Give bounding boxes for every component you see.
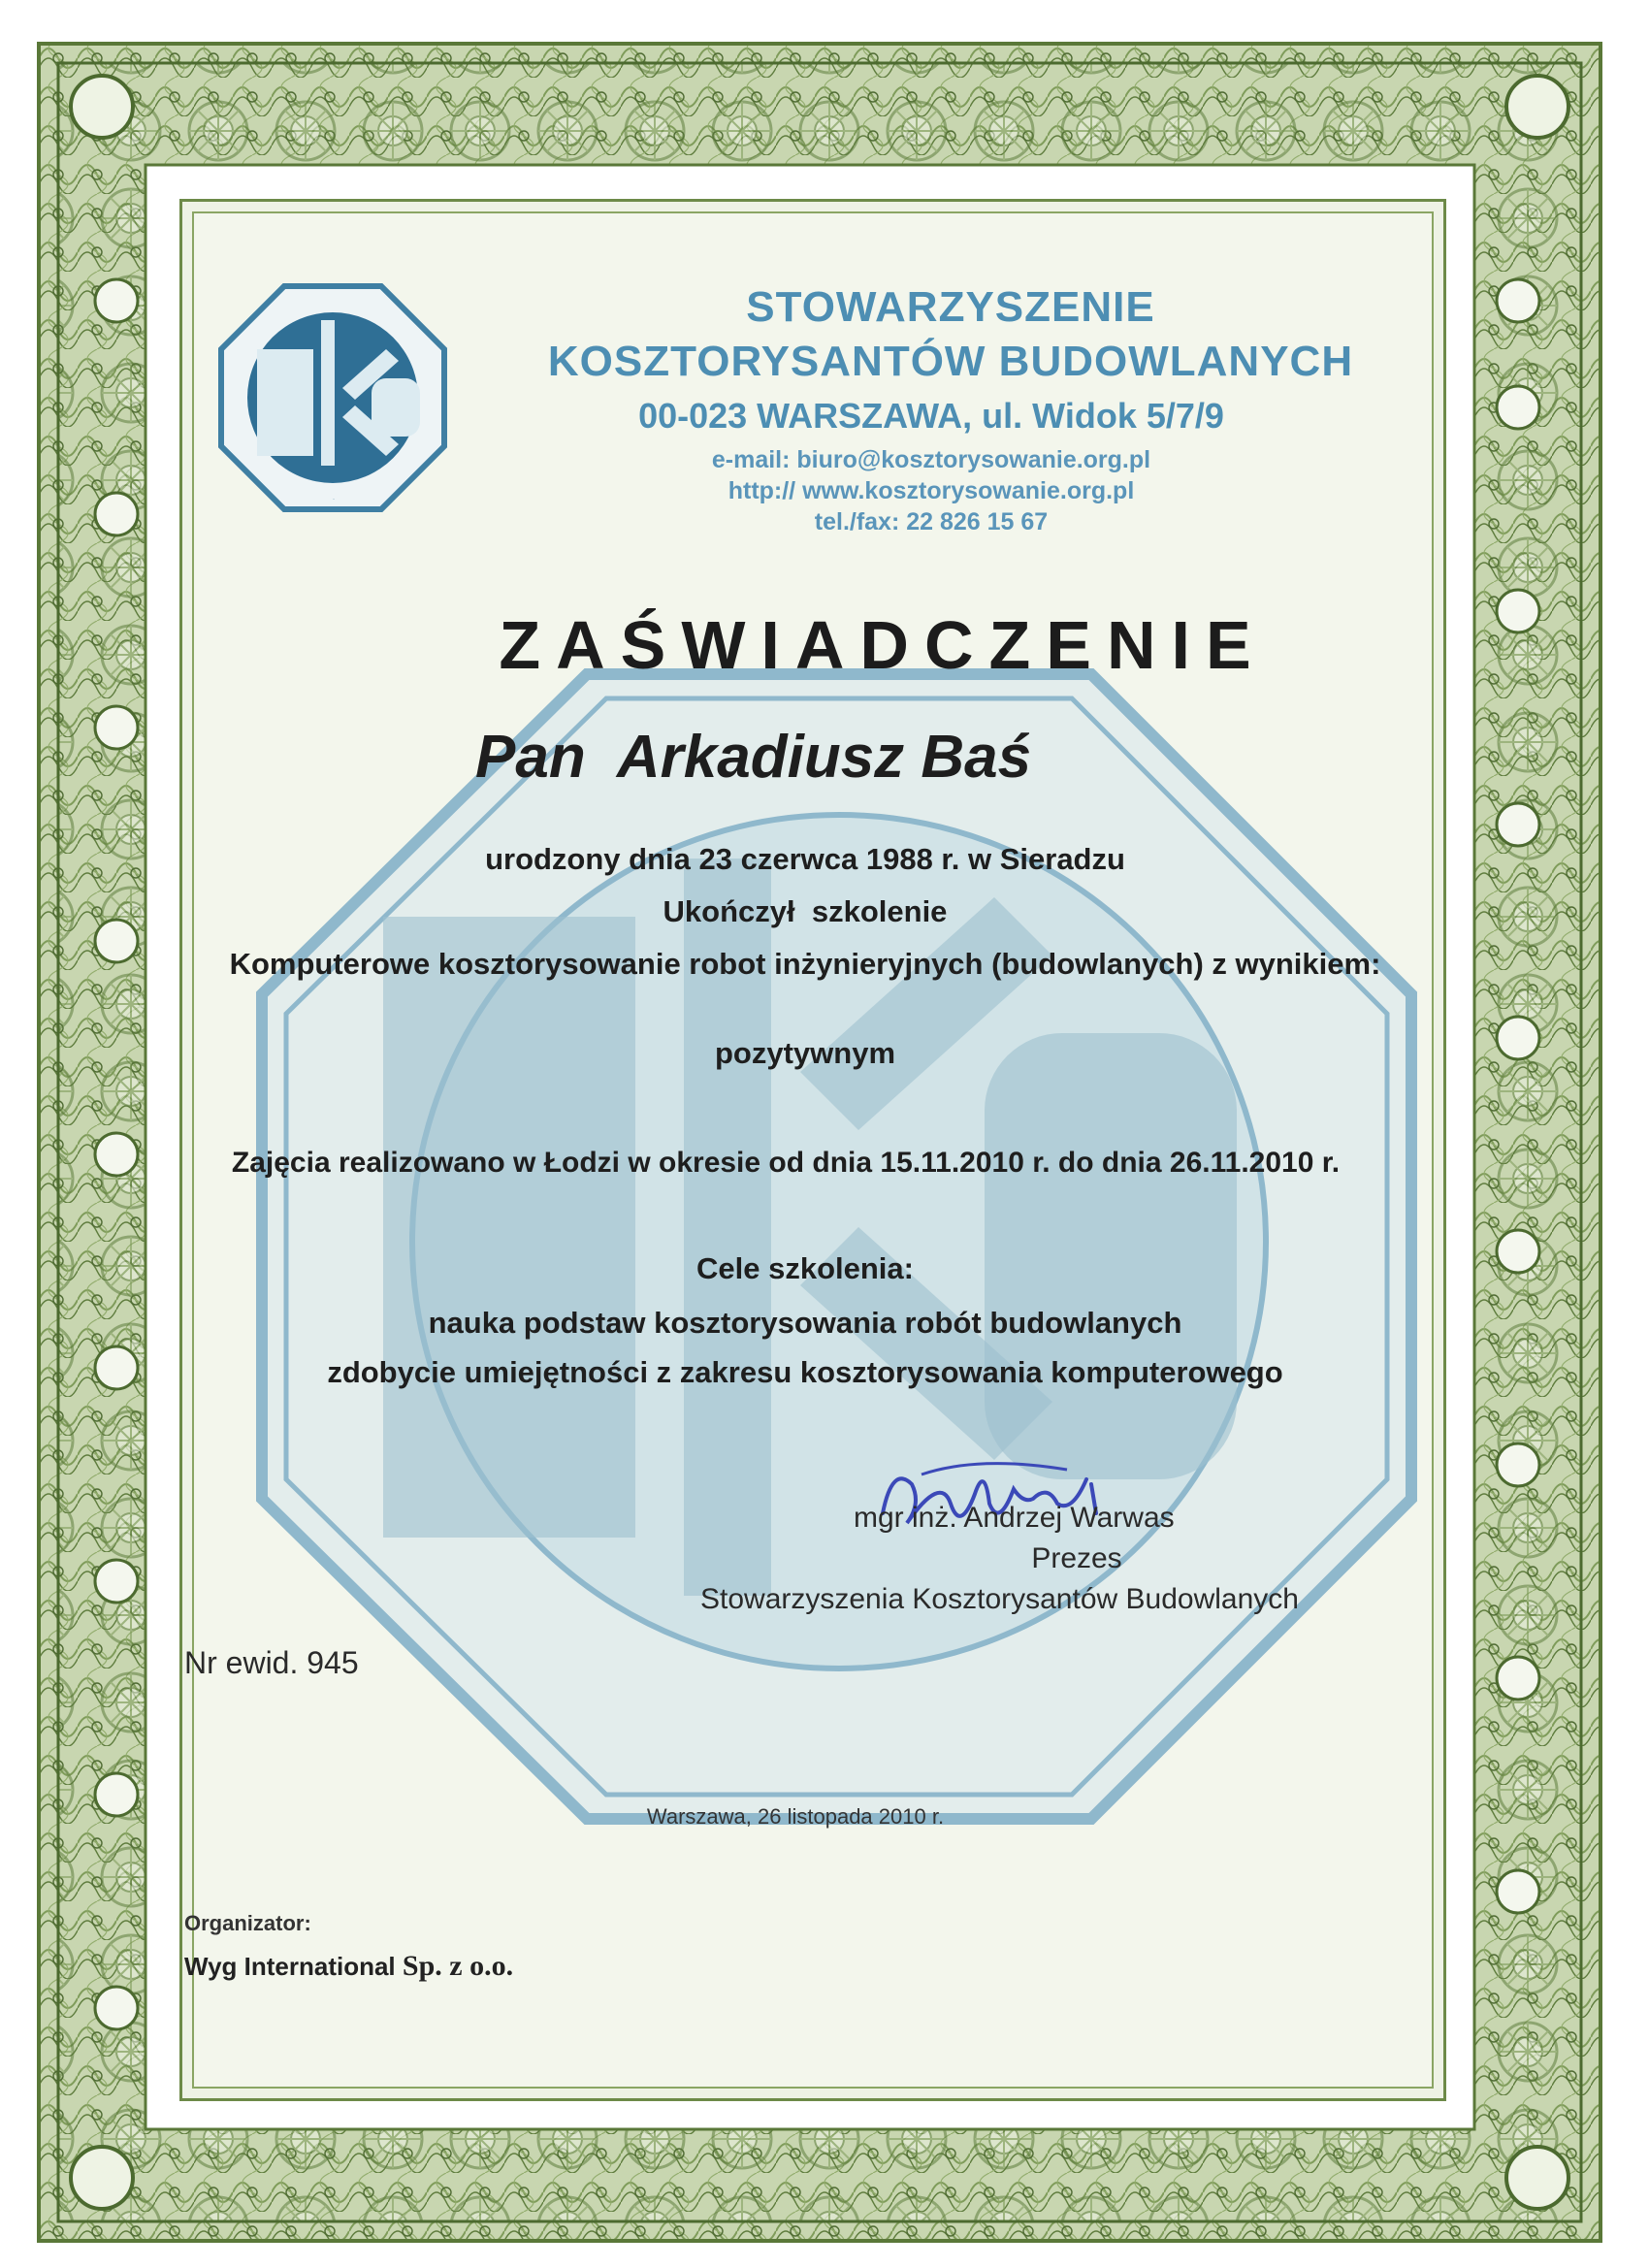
org-phone: tel./fax: 22 826 15 67 bbox=[814, 508, 1049, 535]
organizer-legal-form: Sp. z o.o. bbox=[402, 1950, 514, 1982]
org-email: e-mail: biuro@kosztorysowanie.org.pl bbox=[711, 446, 1151, 473]
recipient-name: Pan Arkadiusz Baś bbox=[475, 724, 1032, 791]
signatory-role: Prezes bbox=[1031, 1542, 1122, 1574]
course-result: pozytywnym bbox=[714, 1036, 896, 1070]
organizer-label: Organizator: bbox=[184, 1911, 311, 1935]
course-name: Komputerowe kosztorysowanie robot inżynieryjnych (budowlanych) z wynikiem: bbox=[229, 947, 1381, 981]
skb-logo bbox=[216, 281, 449, 514]
org-name-line-1: STOWARZYSZENIE bbox=[746, 283, 1155, 331]
org-address: 00-023 WARSZAWA, ul. Widok 5/7/9 bbox=[638, 396, 1224, 436]
birth-info: urodzony dnia 23 czerwca 1988 r. w Sieradzu bbox=[485, 842, 1125, 876]
goal-item: zdobycie umiejętności z zakresu kosztorysowania komputerowego bbox=[327, 1355, 1283, 1389]
course-dates: Zajęcia realizowano w Łodzi w okresie od dnia 15.11.2010 r. do dnia 26.11.2010 r. bbox=[231, 1147, 1341, 1179]
org-name-line-2: KOSZTORYSANTÓW BUDOWLANYCH bbox=[547, 338, 1354, 385]
organizer-name bbox=[184, 1950, 513, 1983]
completion-statement: Ukończył szkolenie bbox=[663, 894, 948, 928]
org-website: http:// www.kosztorysowanie.org.pl bbox=[728, 477, 1135, 504]
goals-heading: Cele szkolenia: bbox=[696, 1251, 914, 1285]
certificate-title: ZAŚWIADCZENIE bbox=[499, 607, 1267, 683]
handwritten-signature bbox=[863, 1445, 1125, 1552]
organizer-name-main: Wyg International bbox=[184, 1952, 396, 1981]
signatory-name: mgr inż. Andrzej Warwas bbox=[854, 1502, 1175, 1534]
goal-item: nauka podstaw kosztorysowania robót budowlanych bbox=[428, 1306, 1182, 1340]
place-and-date: Warszawa, 26 listopada 2010 r. bbox=[646, 1804, 945, 1829]
logo-text: SKB bbox=[333, 500, 336, 501]
signatory-organization: Stowarzyszenia Kosztorysantów Budowlanych bbox=[700, 1583, 1299, 1615]
registration-number: Nr ewid. 945 bbox=[184, 1645, 359, 1680]
